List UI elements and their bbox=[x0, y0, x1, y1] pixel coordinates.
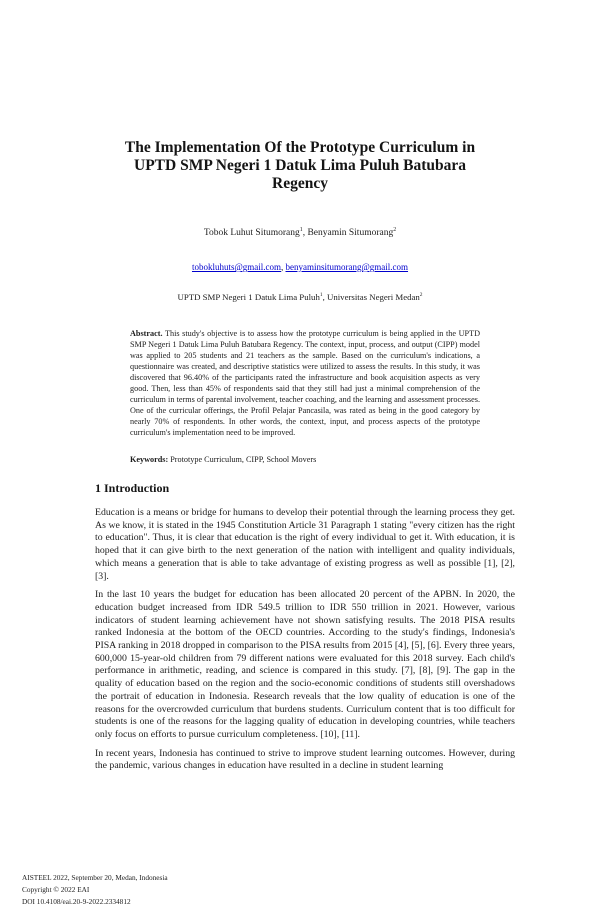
email-link-1[interactable]: tobokluhuts@gmail.com bbox=[191, 262, 282, 272]
email-link-2[interactable]: benyaminsitumorang@gmail.com bbox=[285, 262, 409, 272]
section-heading-introduction: 1 Introduction bbox=[95, 481, 170, 495]
affiliation-separator: , bbox=[322, 292, 327, 302]
emails-line bbox=[0, 262, 600, 272]
intro-paragraph-3: In recent years, Indonesia has continued to strive to improve student learning outcomes. However, during the pandemic, various changes in education have resulted in a decline in student learning bbox=[95, 747, 515, 772]
abstract-block bbox=[130, 328, 480, 438]
emails-separator: , bbox=[281, 262, 286, 272]
abstract-label: Abstract. bbox=[130, 329, 163, 338]
keywords-label: Keywords: bbox=[130, 455, 169, 464]
keywords-text: Prototype Curriculum, CIPP, School Movers bbox=[168, 455, 317, 464]
author-1: Tobok Luhut Situmorang bbox=[203, 228, 300, 238]
footer-doi-line: DOI 10.4108/eai.20-9-2022.2334812 bbox=[22, 897, 131, 906]
intro-paragraph-2: In the last 10 years the budget for education has been allocated 20 percent of the APBN. In 2020, the education budget increased from IDR 549.5 trillion to IDR 550 trillion in 2021. However, various indicators of student learning achievement have not shown satisfying results. The 2018 PISA results ranked Indonesia at the bottom of the OECD countries. According to the study's findings, Indonesia's PISA ranking in 2018 dropped in comparison to the PISA results from 2015 [4], [5], [6]. Every three years, 600,000 15-year-old children from 79 different nations were evaluated for this 2018 survey. Each child's performance in arithmetic, reading, and science is compared in this study. [7], [8], [9]. The gap in the quality of education based on the region and the socio-economic conditions of students still overshadows the portrait of education in Indonesia. Research reveals that the low quality of education is one of the reasons for the overcrowded curriculum that burdens students. Curriculum content that is too difficult for students is one of the reasons for the lagging quality of education in developing countries, while teachers only focus on efforts to pursue curriculum completeness. [10], [11]. bbox=[95, 589, 515, 740]
page-footer bbox=[22, 872, 168, 908]
author-1-sup: 1 bbox=[299, 226, 303, 233]
affiliation-line bbox=[0, 292, 600, 302]
author-2: Benyamin Situmorang bbox=[307, 228, 394, 238]
affiliation-1-sup: 1 bbox=[319, 292, 323, 299]
affiliation-2-sup: 2 bbox=[419, 292, 423, 299]
author-2-sup: 2 bbox=[393, 226, 397, 233]
intro-paragraph-1: Education is a means or bridge for humans to develop their potential through the learning process they get. As we know, it is stated in the 1945 Constitution Article 31 Paragraph 1 stating "every citizen has the right to education". Thus, it is clear that education is the right of every individual to get it. With education, it is hoped that it can give birth to the next generation of the nation with intelligent and quality individuals, which means a generation that is able to take advantage of existing progress as well as possible [1], [2], [3]. bbox=[95, 507, 515, 582]
affiliation-1: UPTD SMP Negeri 1 Datuk Lima Puluh bbox=[177, 292, 320, 302]
footer-copyright-line: Copyright © 2022 EAI bbox=[22, 885, 90, 894]
affiliation-2: Universitas Negeri Medan bbox=[326, 292, 420, 302]
introduction-body bbox=[95, 507, 515, 779]
paper-title: The Implementation Of the Prototype Curriculum in UPTD SMP Negeri 1 Datuk Lima Puluh Batubara Regency bbox=[124, 139, 476, 192]
abstract-text: This study's objective is to assess how the prototype curriculum is being applied in the UPTD SMP Negeri 1 Datuk Lima Puluh Batubara Regency. The context, input, process, and output (CIPP) model was applied to 205 students and 21 teachers as the sample. Based on the curriculum's indications, a questionnaire was created, and descriptive statistics were utilized to assess the results. In this study, it was discovered that 96.40% of the participants rated the infrastructure and book acquisition aspects as very good. Then, less than 45% of respondents said that they still had just a minimal comprehension of the curriculum in terms of parental involvement, teacher coaching, and the learning and assessment processes. One of the curricular offerings, the Profil Pelajar Pancasila, was rated as being in the good category by nearly 70% of respondents. In other words, the context, input, and process aspects of the prototype curriculum's implementation need to be improved. bbox=[130, 329, 480, 437]
authors-line bbox=[0, 228, 600, 238]
footer-conference-line: AISTEEL 2022, September 20, Medan, Indonesia bbox=[22, 873, 168, 882]
keywords-line bbox=[130, 454, 480, 465]
authors-separator: , bbox=[302, 228, 308, 238]
